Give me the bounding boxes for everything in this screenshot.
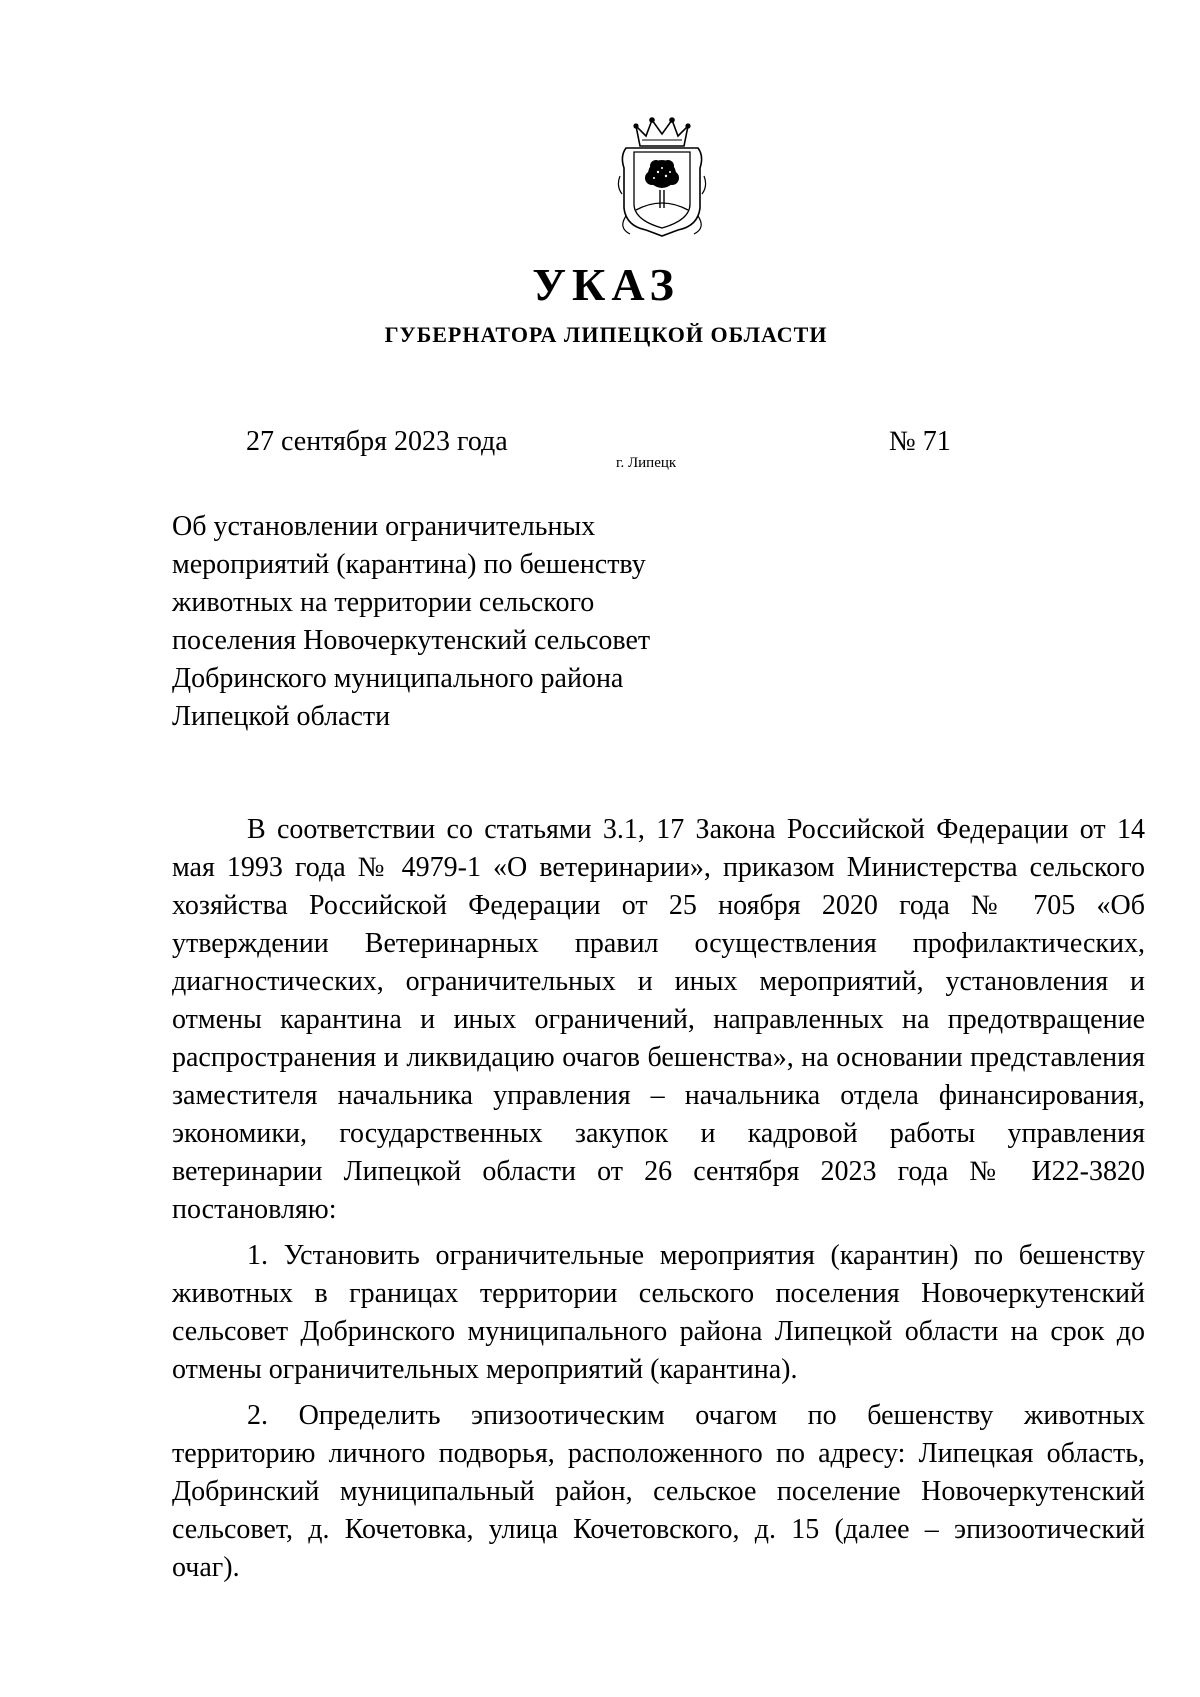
- subject-line: мероприятий (карантина) по бешенству: [172, 549, 646, 580]
- subject-line: животных на территории сельского: [172, 587, 595, 618]
- decree-date: 27 сентября 2023 года: [246, 426, 508, 457]
- decree-number: № 71: [889, 426, 951, 457]
- decree-city: г. Липецк: [616, 455, 677, 471]
- document-body: [172, 811, 1145, 1587]
- document-subject-title: [172, 508, 692, 736]
- subject-line: поселения Новочеркутенский сельсовет: [172, 625, 651, 656]
- decree-title: УКАЗ: [532, 259, 680, 310]
- preamble-paragraph: В соответствии со статьями 3.1, 17 Закона Российской Федерации от 14 мая 1993 года № 4979-1 «О ветеринарии», приказом Министерства сельского хозяйства Российской Федерации от 25 ноября 2020 года № 705 «Об утверждении Ветеринарных правил осуществления профилактических, диагностических, ограничительных и иных мероприятий, установления и отмены карантина и иных ограничений, направленных на предотвращение распространения и ликвидацию очагов бешенства», на основании представления заместителя начальника управления – начальника отдела финансирования, экономики, государственных закупок и кадровой работы управления ветеринарии Липецкой области от 26 сентября 2023 года № И22-3820 постановляю:: [172, 814, 1145, 1225]
- subject-line: Добринского муниципального района: [172, 663, 624, 694]
- lipetsk-coat-of-arms-icon: [612, 116, 712, 240]
- decree-subtitle: ГУБЕРНАТОРА ЛИПЕЦКОЙ ОБЛАСТИ: [384, 322, 828, 347]
- item-1-paragraph: 1. Установить ограничительные мероприятия (карантин) по бешенству животных в границах территории сельского поселения Новочеркутенский сельсовет Добринского муниципального района Липецкой области на срок до отмены ограничительных мероприятий (карантина).: [172, 1240, 1145, 1385]
- subject-line: Об установлении ограничительных: [172, 511, 596, 542]
- item-2-paragraph: 2. Определить эпизоотическим очагом по бешенству животных территорию личного подворья, расположенного по адресу: Липецкая область, Добринский муниципальный район, сельское поселение Новочеркутенский сельсовет, д. Кочетовка, улица Кочетовского, д. 15 (далее – эпизоотический очаг).: [172, 1400, 1145, 1583]
- subject-line: Липецкой области: [172, 701, 391, 732]
